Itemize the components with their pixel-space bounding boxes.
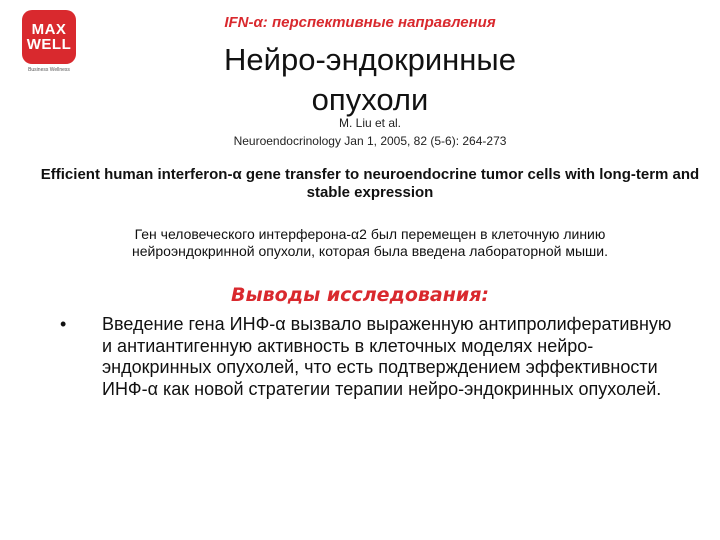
citation-authors: M. Liu et al. (338, 116, 402, 130)
conclusions-heading: Выводы исследования: (230, 284, 489, 306)
citation (150, 114, 590, 150)
logo-text-max: MAX (31, 21, 67, 38)
slide-subtitle: IFN-α: перспективные направления (224, 14, 496, 31)
slide-title: Нейро-эндокринные опухоли (224, 42, 516, 117)
conclusion-item: Введение гена ИНФ-α вызвало выраженную антипролиферативную и антиантигенную активность в клеточных моделях нейро-эндокринных опухолей, что есть подтверждением эффективности ИНФ-α как новой стратегии терапии нейро-эндокринных опухолей. (102, 314, 672, 399)
bullet-marker: • (60, 314, 67, 334)
study-summary: Ген человеческого интерферона-α2 был перемещен в клеточную линию нейроэндокринной опухоли, которая была введена лабораторной мыши. (132, 226, 608, 259)
paper-title: Efficient human interferon-α gene transfer to neuroendocrine tumor cells with long-term and stable expression (40, 166, 700, 201)
citation-journal: Neuroendocrinology Jan 1, 2005, 82 (5-6): 264-273 (233, 134, 507, 148)
logo-tagline: Business Wellness (28, 67, 70, 73)
logo-text-well: WELL (26, 36, 72, 53)
